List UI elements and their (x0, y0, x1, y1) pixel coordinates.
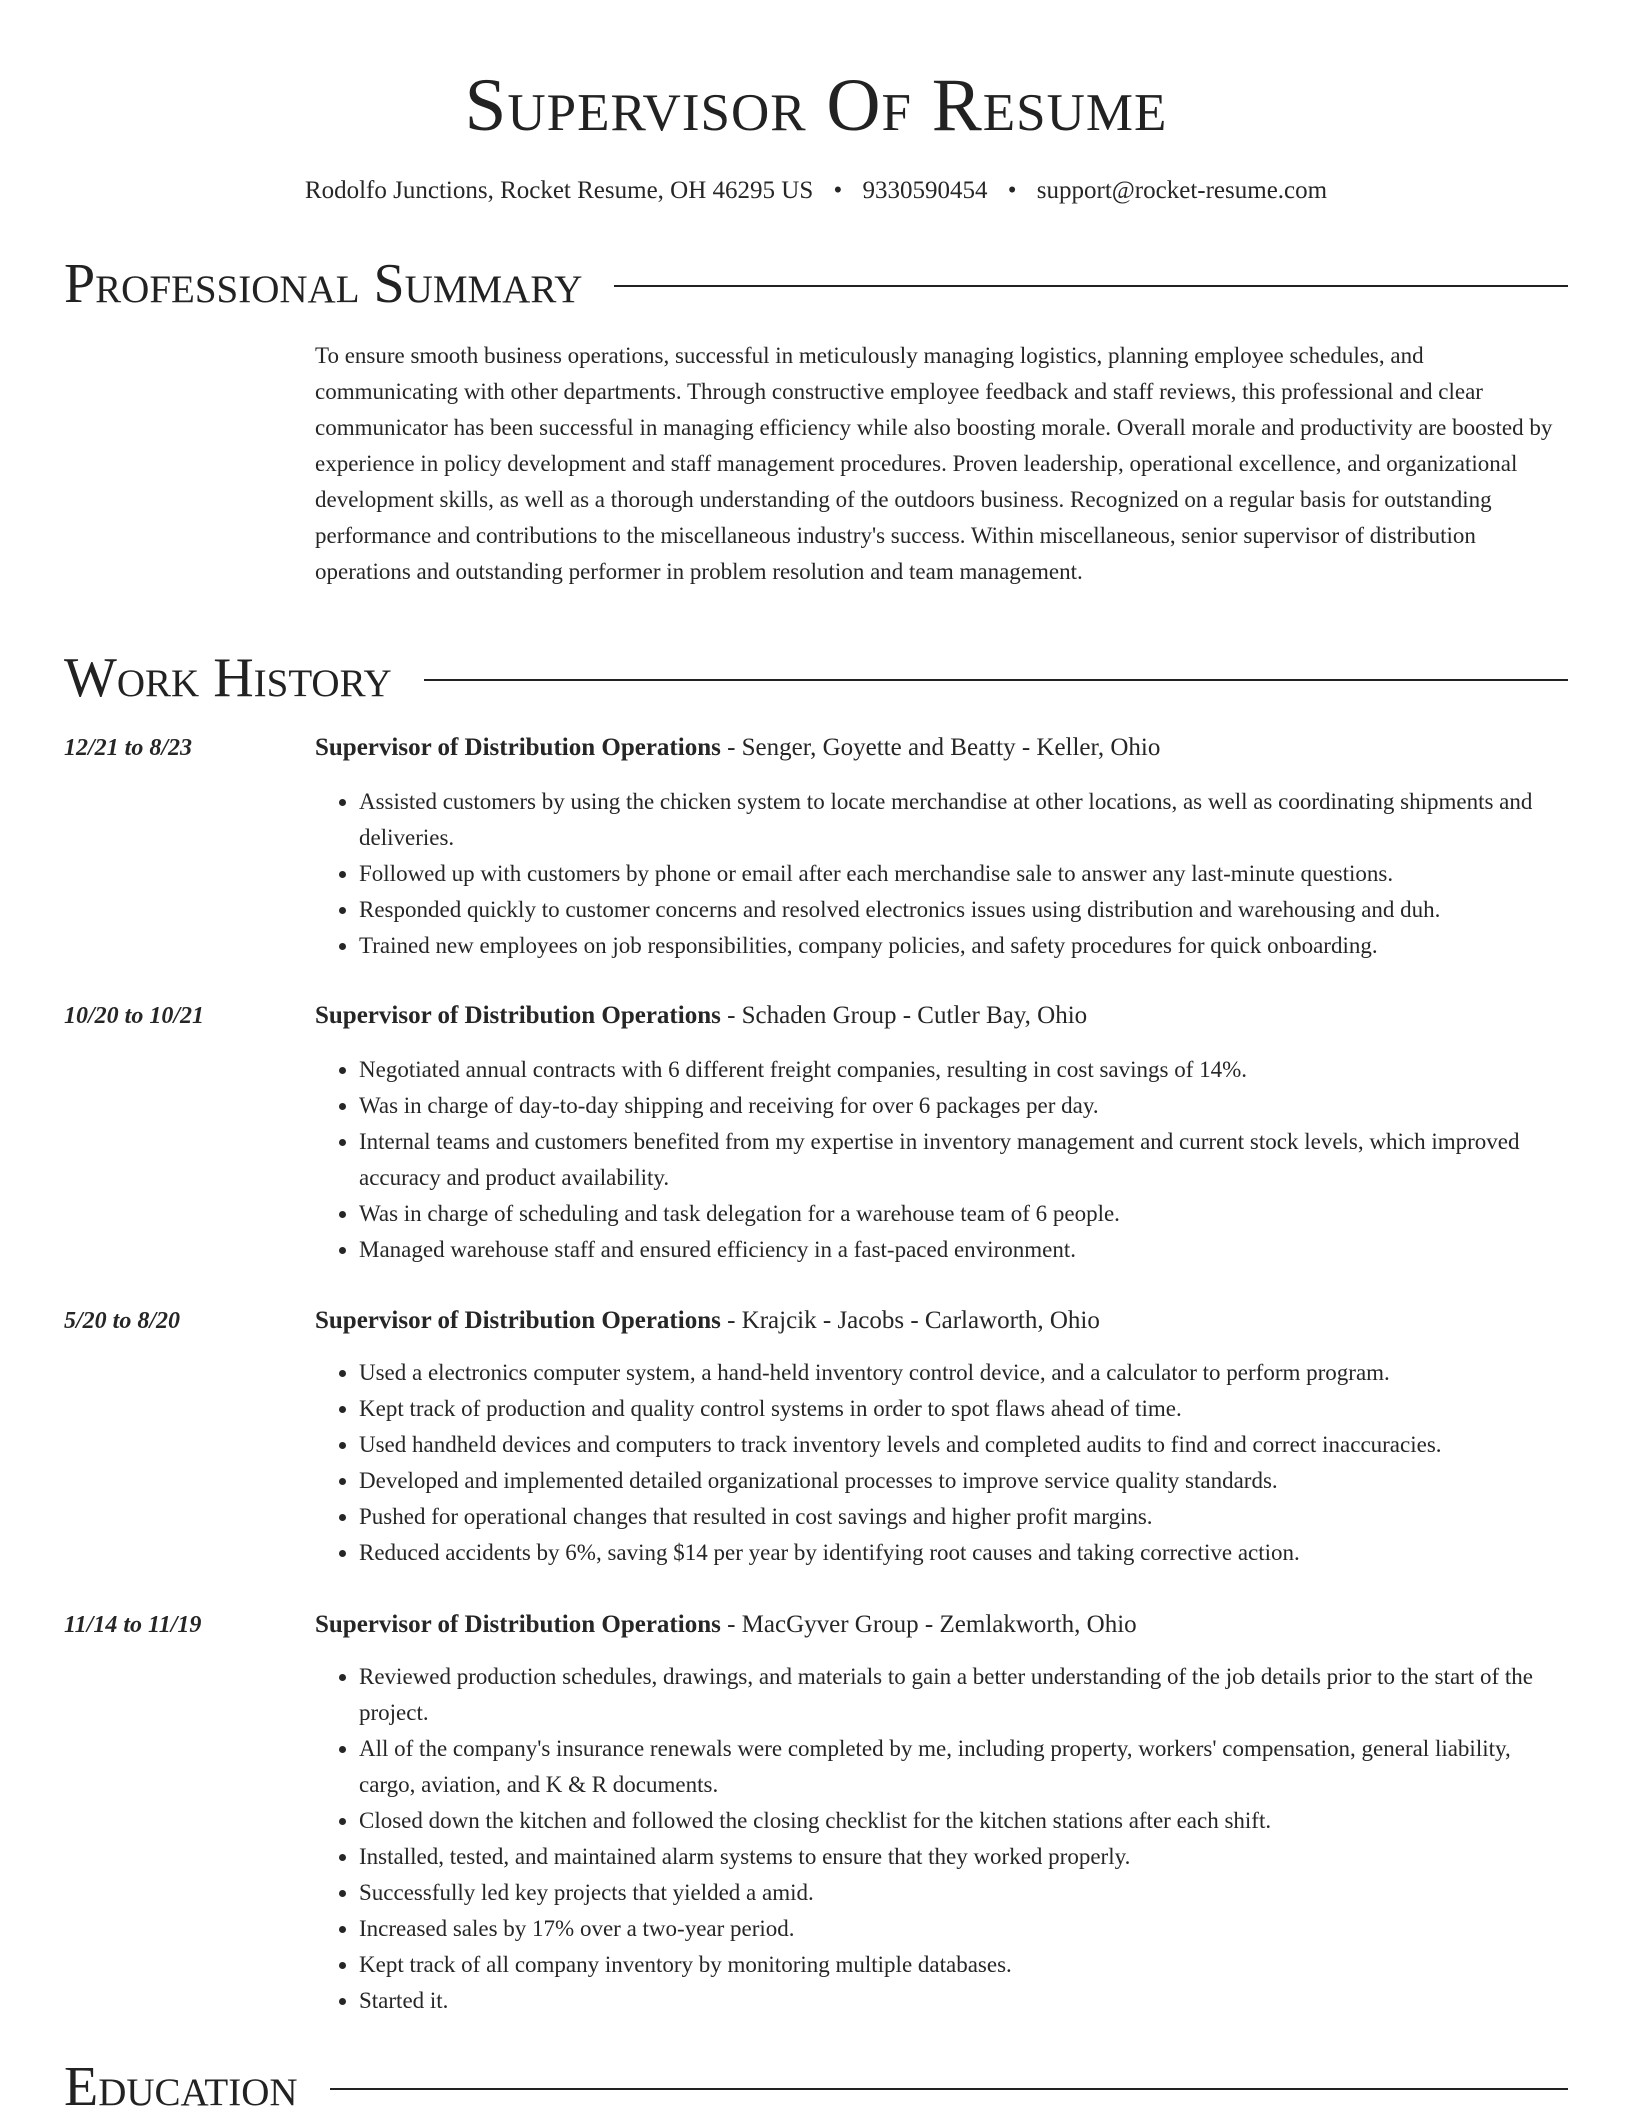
job-company: - Krajcik - Jacobs - Carlaworth, Ohio (720, 1307, 1100, 1334)
job-bullet: • Used handheld devices and computers to track inventory levels and completed audits to find and correct inaccuracies. (359, 1427, 1568, 1463)
job-bullet: • Trained new employees on job responsibilities, company policies, and safety procedures for quick onboarding. (359, 928, 1568, 964)
job-bullet: • Assisted customers by using the chicken system to locate merchandise at other locations, as well as coordinating shipments and deliveries. (359, 784, 1568, 856)
job-bullet: • Increased sales by 17% over a two-year period. (359, 1911, 1568, 1947)
contact-separator: • (833, 177, 843, 204)
section-heading: Professional Summary (64, 253, 583, 315)
section-rule (614, 285, 1568, 287)
section-heading: Education (64, 2056, 298, 2118)
contact-email: support@rocket-resume.com (1036, 177, 1328, 204)
job-bullets (315, 784, 1568, 964)
summary-text: To ensure smooth business operations, successful in meticulously managing logistics, planning employee schedules, and communicating with other departments. Through constructive employee feedback and staff reviews, this professional and clear communicator has been successful in managing efficiency while also boosting morale. Overall morale and productivity are boosted by experience in policy development and staff management procedures. Proven leadership, operational excellence, and organizational development skills, as well as a thorough understanding of the outdoors business. Recognized on a regular basis for outstanding performance and contributions to the miscellaneous industry's success. Within miscellaneous, senior supervisor of distribution operations and outstanding performer in problem resolution and team management. (315, 343, 1553, 584)
job-bullet: • Pushed for operational changes that resulted in cost savings and higher profit margins. (359, 1499, 1568, 1535)
job-title: Supervisor of Distribution Operations (315, 1002, 721, 1029)
job-bullet: • Kept track of all company inventory by monitoring multiple databases. (359, 1947, 1568, 1983)
job-title-line (315, 730, 1568, 766)
job-title-line (315, 998, 1568, 1034)
job-bullets (315, 1355, 1568, 1571)
job-title: Supervisor of Distribution Operations (315, 1611, 721, 1638)
job-bullet: • Was in charge of scheduling and task delegation for a warehouse team of 6 people. (359, 1196, 1568, 1232)
job-bullet: • Installed, tested, and maintained alarm systems to ensure that they worked properly. (359, 1839, 1568, 1875)
job-bullet: • All of the company's insurance renewals were completed by me, including property, workers' compensation, general liability, cargo, aviation, and K & R documents. (359, 1731, 1568, 1803)
job-company: - Schaden Group - Cutler Bay, Ohio (720, 1002, 1088, 1029)
section-rule (330, 2088, 1568, 2090)
job-bullet: • Managed warehouse staff and ensured efficiency in a fast-paced environment. (359, 1232, 1568, 1268)
job-bullet: • Followed up with customers by phone or email after each merchandise sale to answer any last-minute questions. (359, 856, 1568, 892)
job-bullet: • Responded quickly to customer concerns and resolved electronics issues using distribution and warehousing and duh. (359, 892, 1568, 928)
job-title-line (315, 1303, 1568, 1339)
job-dates: 10/20 to 10/21 (64, 1003, 205, 1029)
job-company: - Senger, Goyette and Beatty - Keller, Ohio (720, 734, 1161, 761)
job-bullet: • Was in charge of day-to-day shipping and receiving for over 6 packages per day. (359, 1088, 1568, 1124)
section-professional-summary (64, 252, 1568, 316)
section-rule (424, 679, 1568, 681)
job-company: - MacGyver Group - Zemlakworth, Ohio (720, 1611, 1137, 1638)
job-bullet: • Reviewed production schedules, drawings, and materials to gain a better understanding of the job details prior to the start of the project. (359, 1659, 1568, 1731)
section-education (64, 2055, 1568, 2119)
job-bullet: • Closed down the kitchen and followed the closing checklist for the kitchen stations after each shift. (359, 1803, 1568, 1839)
job-dates: 11/14 to 11/19 (64, 1612, 202, 1638)
job-bullet: • Negotiated annual contracts with 6 different freight companies, resulting in cost savings of 14%. (359, 1052, 1568, 1088)
job-bullet: • Used a electronics computer system, a hand-held inventory control device, and a calculator to perform program. (359, 1355, 1568, 1391)
job-dates: 5/20 to 8/20 (64, 1308, 181, 1334)
job-title-line (315, 1607, 1568, 1643)
job-bullet: • Kept track of production and quality control systems in order to spot flaws ahead of time. (359, 1391, 1568, 1427)
job-title: Supervisor of Distribution Operations (315, 1307, 721, 1334)
job-bullets (315, 1659, 1568, 2019)
section-work-history (64, 646, 1568, 710)
job-bullet: • Internal teams and customers benefited from my expertise in inventory management and current stock levels, which improved accuracy and product availability. (359, 1124, 1568, 1196)
job-title: Supervisor of Distribution Operations (315, 734, 721, 761)
contact-phone: 9330590454 (862, 177, 988, 204)
resume-name: Supervisor Of Resume (464, 64, 1168, 147)
job-bullets (315, 1052, 1568, 1268)
contact-separator: • (1007, 177, 1017, 204)
job-dates: 12/21 to 8/23 (64, 735, 193, 761)
job-bullet: • Reduced accidents by 6%, saving $14 per year by identifying root causes and taking corrective action. (359, 1535, 1568, 1571)
job-bullet: • Developed and implemented detailed organizational processes to improve service quality standards. (359, 1463, 1568, 1499)
contact-address: Rodolfo Junctions, Rocket Resume, OH 46295 US (304, 177, 814, 204)
section-heading: Work History (64, 647, 392, 709)
job-bullet: • Successfully led key projects that yielded a amid. (359, 1875, 1568, 1911)
job-bullet: • Started it. (359, 1983, 1568, 2019)
contact-line (0, 174, 1632, 208)
